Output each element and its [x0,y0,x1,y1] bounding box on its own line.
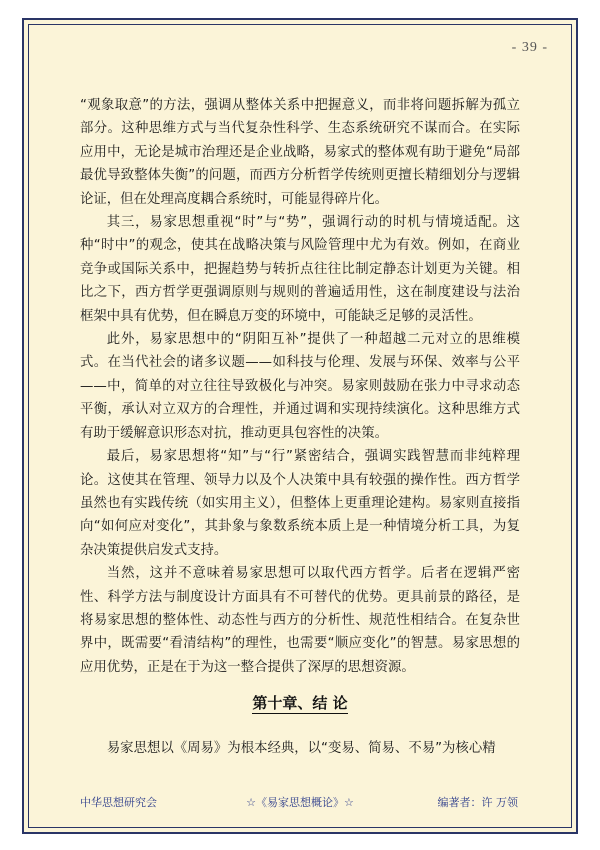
chapter-heading [80,692,520,713]
chapter-title: 第十章、结 论 [252,694,348,712]
body-text [80,94,520,679]
paragraph-3: 此外，易家思想中的“阴阳互补”提供了一种超越二元对立的思维模式。在当代社会的诸多议题——如科技与伦理、发展与环保、效率与公平——中，简单的对立往往导致极化与冲突。易家则鼓励在张力中寻求动态平衡，承认对立双方的合理性，并通过调和实现持续演化。这种思维方式有助于缓解意识形态对抗，推动更具包容性的决策。 [80,332,520,441]
paragraph-4: 最后，易家思想将“知”与“行”紧密结合，强调实践智慧而非纯粹理论。这使其在管理、领导力以及个人决策中具有较强的操作性。西方哲学虽然也有实践传统（如实用主义），但整体上更重理论建构。易家则直接指向“如何应对变化”，其卦象与象数系统本质上是一种情境分析工具，为复杂决策提供启发式支持。 [80,449,520,558]
paragraph-2: 其三，易家思想重视“时”与“势”，强调行动的时机与情境适配。这种“时中”的观念，使其在战略决策与风险管理中尤为有效。例如，在商业竞争或国际关系中，把握趋势与转折点往往比制定静态计划更为关键。相比之下，西方哲学更强调原则与规则的普遍适用性，这在制度建设与法治框架中具有优势，但在瞬息万变的环境中，可能缺乏足够的灵活性。 [80,215,520,324]
footer-author: 编著者：许 万领 [437,796,518,809]
paragraph-5: 当然，这并不意味着易家思想可以取代西方哲学。后者在逻辑严密性、科学方法与制度设计方面具有不可替代的优势。更具前景的路径，是将易家思想的整体性、动态性与西方的分析性、规范性相结合。在复杂世界中，既需要“看清结构”的理性，也需要“顺应变化”的智慧。易家思想的应用优势，正是在于为这一整合提供了深厚的思想资源。 [80,566,520,675]
paragraph-1: “观象取意”的方法，强调从整体关系中把握意义，而非将问题拆解为孤立部分。这种思维方式与当代复杂性科学、生态系统研究不谋而合。在实际应用中，无论是城市治理还是企业战略，易家式的整体观有助于避免“局部最优导致整体失衡”的问题，而西方分析哲学传统则更擅长精细划分与逻辑论证，但在处理高度耦合系统时，可能显得碎片化。 [80,98,520,207]
footer-book-title: ☆《易家思想概论》☆ [246,796,354,809]
page-number: - 39 - [511,40,548,55]
footer-organization: 中华思想研究会 [80,796,157,809]
paragraph-chapter-intro: 易家思想以《周易》为根本经典，以“变易、简易、不易”为核心精 [106,741,496,756]
